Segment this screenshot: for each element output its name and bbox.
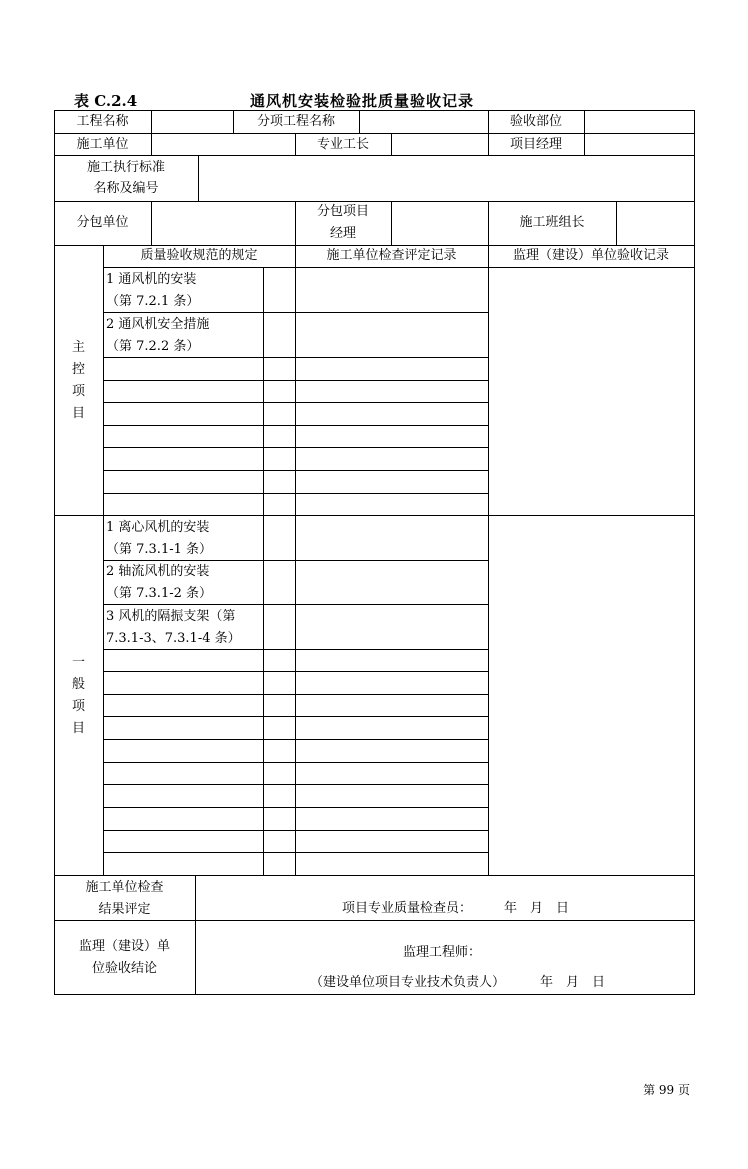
main-label-char: 主 xyxy=(71,340,85,355)
conclusion-date: 年 月 日 xyxy=(540,975,606,990)
conclusion-owner-rep: （建设单位项目专业技术负责人） xyxy=(310,975,506,990)
general-item-1-line1: 1 离心风机的安装 xyxy=(106,520,210,535)
conclusion-engineer: 监理工程师： xyxy=(403,945,482,960)
label-foreman: 专业工长 xyxy=(316,137,369,152)
form-title: 通风机安装检验批质量验收记录 xyxy=(250,92,475,110)
column-header-supervision-check: 监理（建设）单位验收记录 xyxy=(512,248,669,263)
label-standard-line1: 施工执行标准 xyxy=(86,160,165,175)
result-date: 年 月 日 xyxy=(504,901,570,916)
label-acceptance-part: 验收部位 xyxy=(509,114,562,129)
column-header-construction-check: 施工单位检查评定记录 xyxy=(326,248,457,263)
label-sub-manager-line2: 经理 xyxy=(329,226,356,241)
conclusion-label-line1: 监理（建设）单 xyxy=(78,939,170,954)
page-number: 第 99 页 xyxy=(643,1083,690,1097)
label-project-manager: 项目经理 xyxy=(509,137,562,152)
main-label-char: 目 xyxy=(71,406,85,421)
label-standard-line2: 名称及编号 xyxy=(93,181,159,196)
general-item-1-line2: （第 7.3.1-1 条） xyxy=(106,542,213,557)
general-label-char: 项 xyxy=(71,699,85,714)
main-item-1-line1: 1 通风机的安装 xyxy=(106,272,197,287)
general-label-char: 目 xyxy=(71,721,85,736)
general-item-3-line2: 7.3.1-3、7.3.1-4 条） xyxy=(106,631,241,646)
label-sub-manager-line1: 分包项目 xyxy=(316,204,369,219)
label-subcontract-unit: 分包单位 xyxy=(76,215,129,230)
general-item-2-line2: （第 7.3.1-2 条） xyxy=(106,586,213,601)
main-item-2-line2: （第 7.2.2 条） xyxy=(106,339,200,354)
result-label-line2: 结果评定 xyxy=(98,902,151,917)
conclusion-label-line2: 位验收结论 xyxy=(91,961,157,976)
label-construction-unit: 施工单位 xyxy=(76,137,129,152)
general-label-char: 般 xyxy=(71,677,85,692)
main-item-2-line1: 2 通风机安全措施 xyxy=(106,317,210,332)
general-item-2-line1: 2 轴流风机的安装 xyxy=(106,564,210,579)
label-team-leader: 施工班组长 xyxy=(519,215,585,230)
main-item-1-line2: （第 7.2.1 条） xyxy=(106,294,200,309)
main-label-char: 项 xyxy=(71,384,85,399)
general-label-char: 一 xyxy=(71,655,85,670)
column-header-spec: 质量验收规范的规定 xyxy=(140,248,258,263)
label-sub-project-name: 分项工程名称 xyxy=(256,114,335,129)
result-inspector: 项目专业质量检查员： xyxy=(342,901,473,916)
general-item-3-line1: 3 风机的隔振支架（第 xyxy=(106,609,236,624)
label-project-name: 工程名称 xyxy=(76,114,129,129)
main-label-char: 控 xyxy=(71,362,85,377)
result-label-line1: 施工单位检查 xyxy=(85,880,164,895)
table-code: 表 C.2.4 xyxy=(74,92,138,110)
